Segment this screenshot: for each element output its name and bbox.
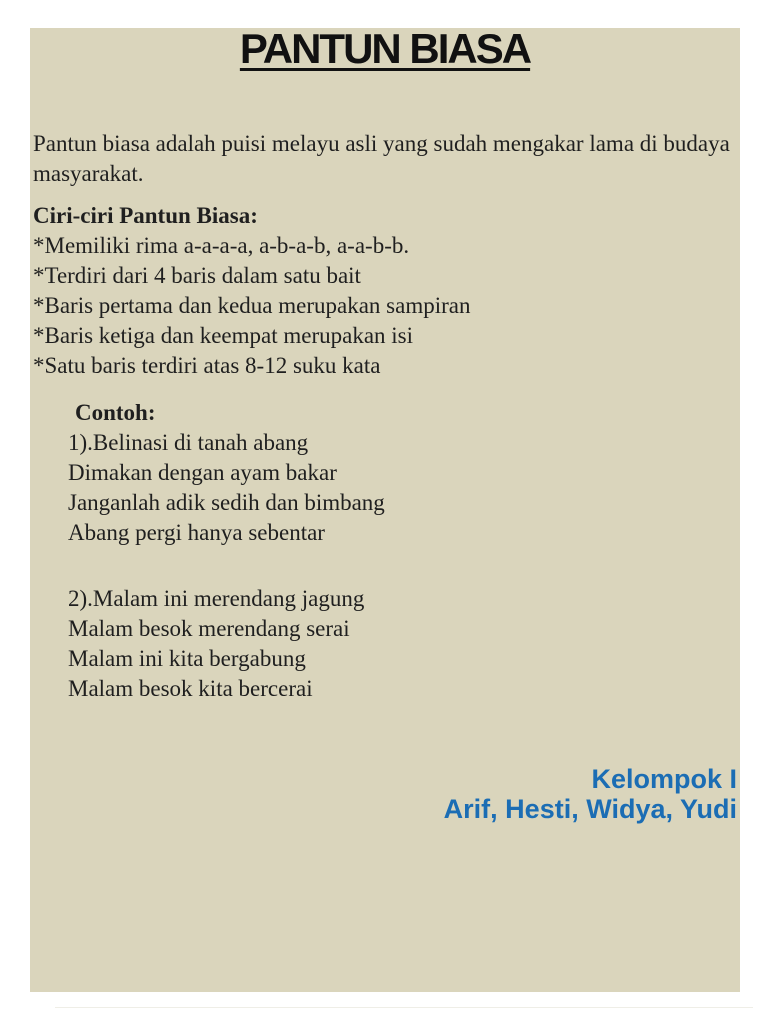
characteristic-item: *Satu baris terdiri atas 8-12 suku kata <box>33 353 381 378</box>
stanza-line: 2).Malam ini merendang jagung <box>68 586 365 611</box>
intro-paragraph <box>30 129 740 189</box>
example-stanza-2 <box>68 584 740 704</box>
content-sheet <box>30 25 740 992</box>
stanza-line: 1).Belinasi di tanah abang <box>68 430 309 455</box>
stanza-line: Janganlah adik sedih dan bimbang <box>68 490 385 515</box>
stanza-spacer <box>68 548 740 584</box>
credits-block <box>30 764 740 824</box>
characteristics-heading: Ciri-ciri Pantun Biasa: <box>33 203 258 228</box>
page-title: PANTUN BIASA <box>239 25 531 72</box>
intro-line-1: Pantun biasa adalah puisi melayu asli yang sudah mengakar lama di budaya <box>33 131 730 156</box>
credits-group: Kelompok I <box>591 764 737 794</box>
characteristic-item: *Baris pertama dan kedua merupakan sampiran <box>33 293 471 318</box>
credits-names: Arif, Hesti, Widya, Yudi <box>443 794 737 824</box>
intro-line-2: masyarakat. <box>33 161 144 186</box>
stanza-line: Malam besok kita bercerai <box>68 676 313 701</box>
stanza-line: Dimakan dengan ayam bakar <box>68 460 337 485</box>
characteristics-section <box>30 201 740 381</box>
scan-artifact-line <box>55 1007 753 1008</box>
characteristic-item: *Memiliki rima a-a-a-a, a-b-a-b, a-a-b-b. <box>33 233 410 258</box>
stanza-line: Malam besok merendang serai <box>68 616 350 641</box>
examples-section <box>30 398 740 704</box>
example-stanza-1 <box>68 428 740 548</box>
characteristic-item: *Baris ketiga dan keempat merupakan isi <box>33 323 414 348</box>
stanza-line: Abang pergi hanya sebentar <box>68 520 325 545</box>
stanza-line: Malam ini kita bergabung <box>68 646 306 671</box>
examples-heading: Contoh: <box>75 400 156 425</box>
characteristic-item: *Terdiri dari 4 baris dalam satu bait <box>33 263 361 288</box>
